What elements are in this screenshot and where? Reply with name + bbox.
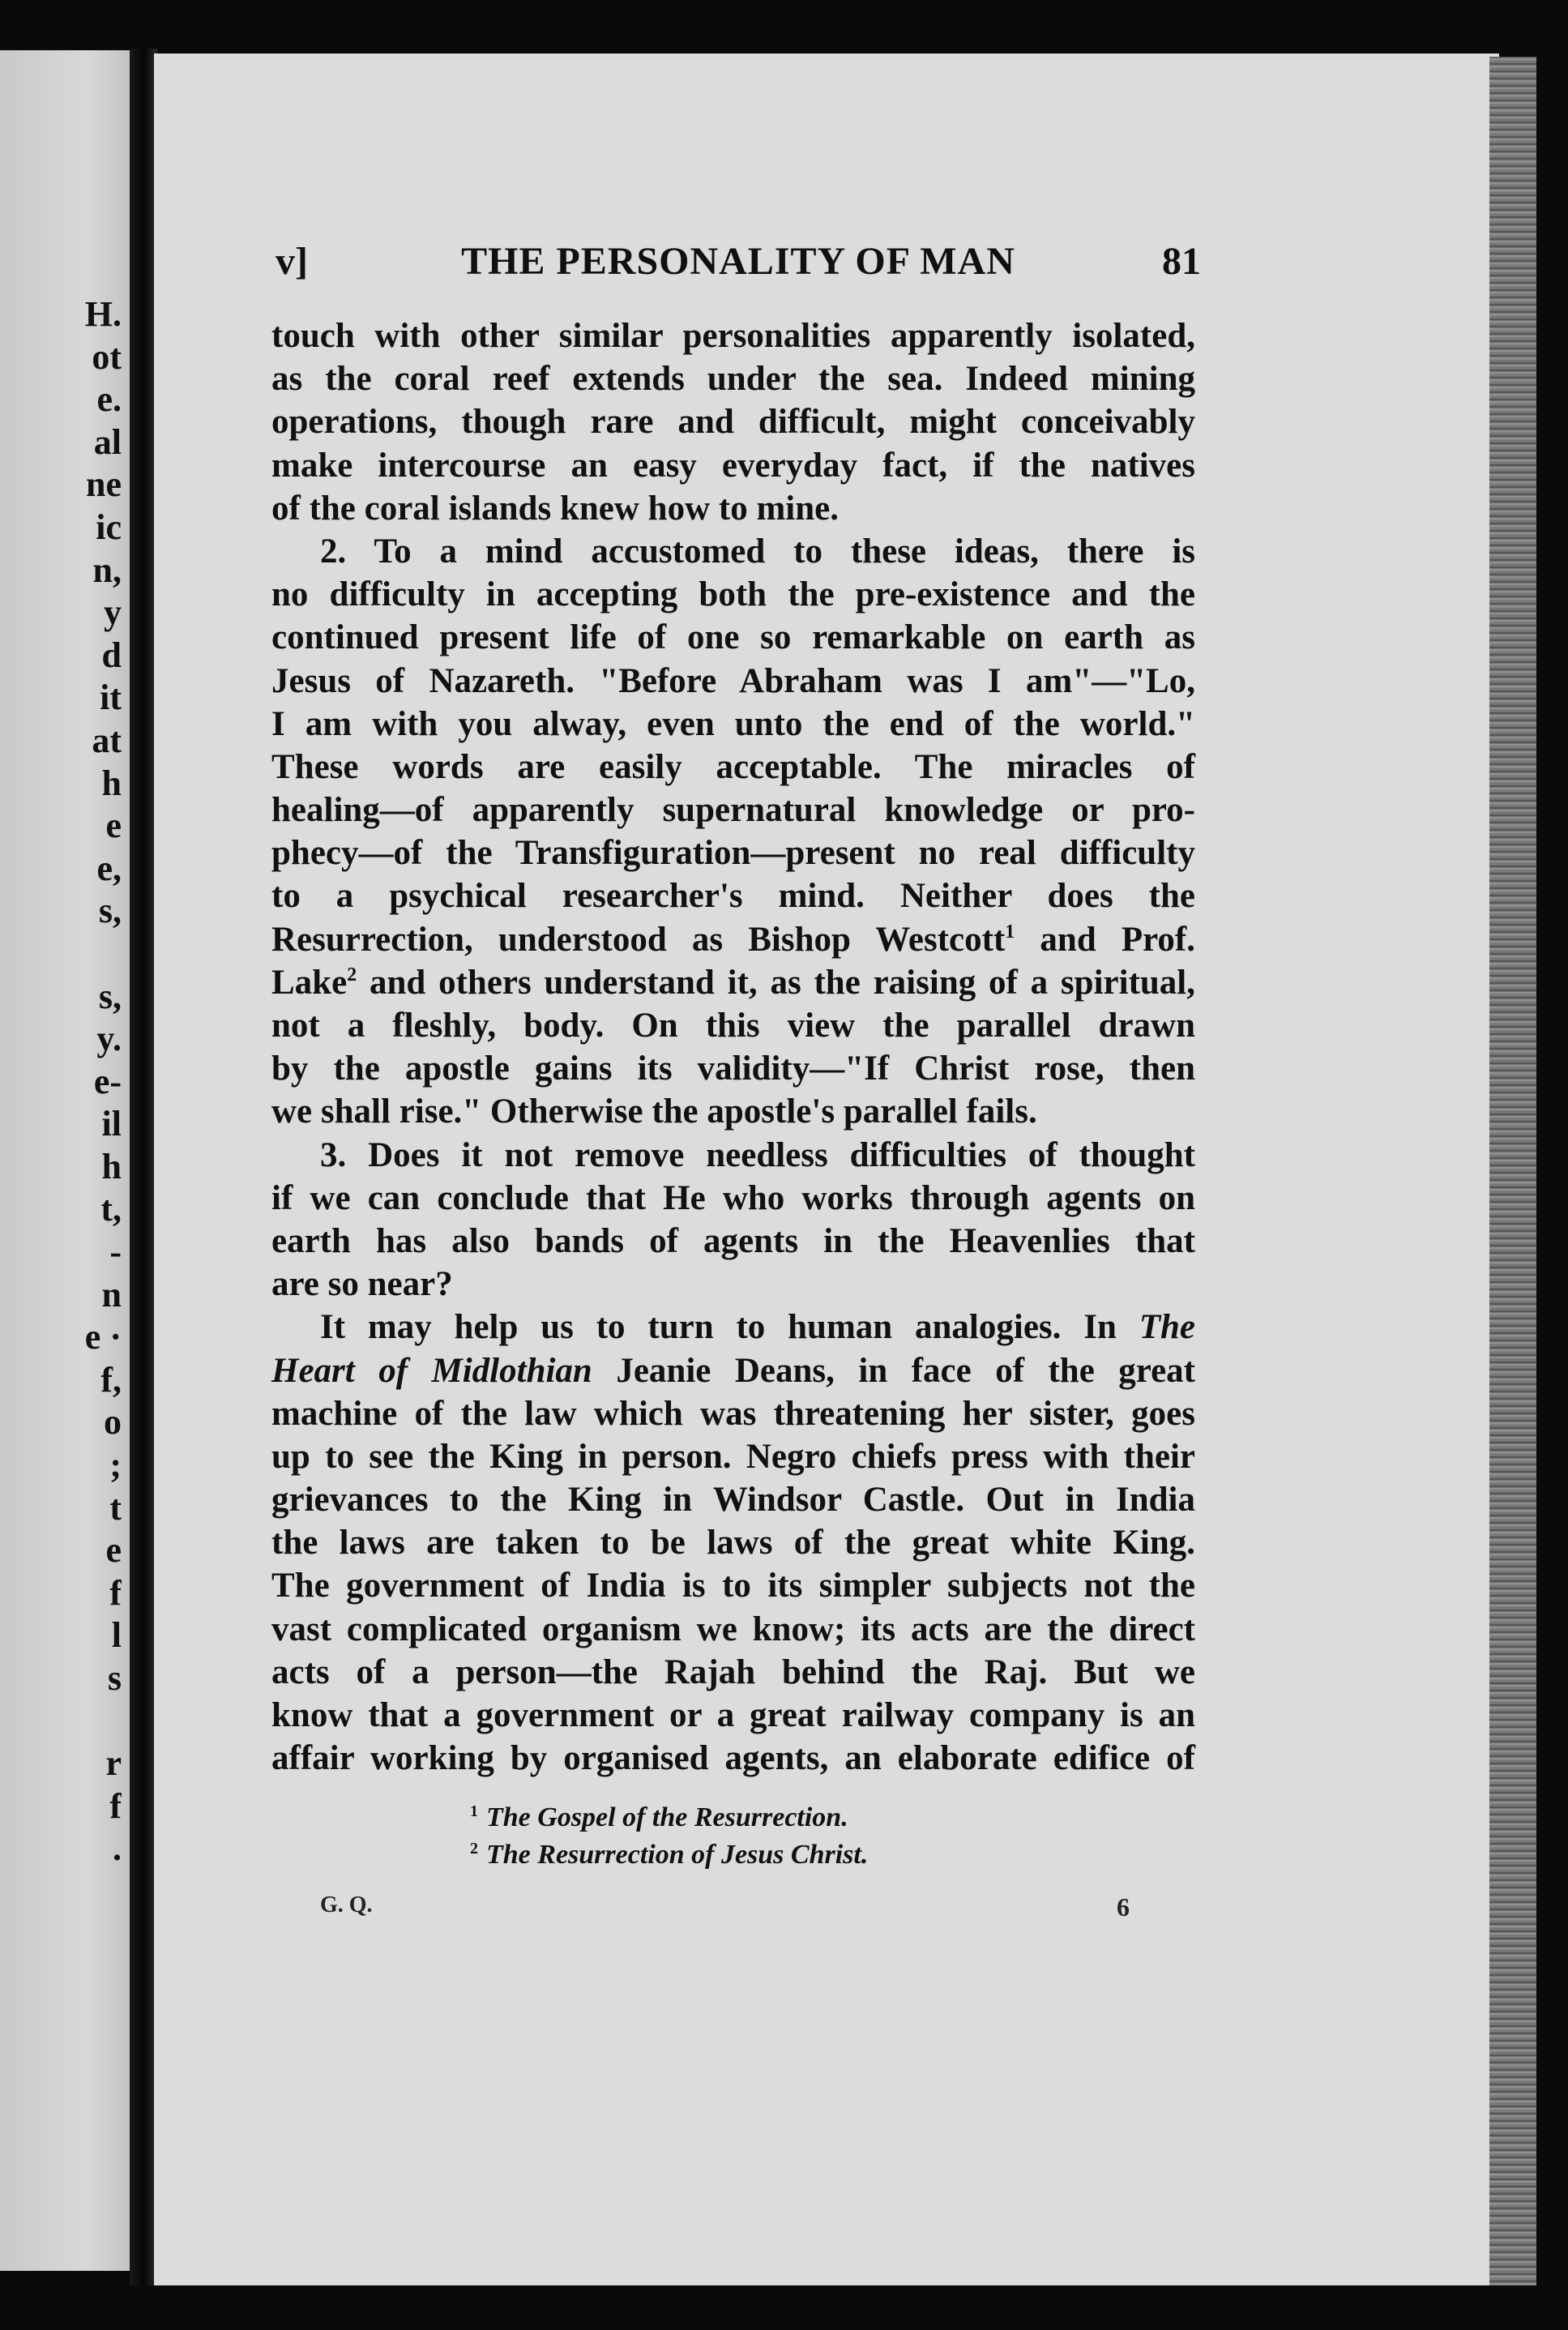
- text-line: grievances to the King in Windsor Castle. Out in India: [271, 1481, 1195, 1520]
- left-page-fragment: ne: [86, 464, 122, 505]
- footnote-mark: 1: [470, 1802, 478, 1820]
- text-fragment: and others understand it, as the raising of a spiritual,: [369, 963, 1195, 1002]
- left-page-fragment: il: [101, 1104, 122, 1144]
- left-page-fragment: r: [105, 1743, 122, 1784]
- left-page-fragment: ic: [96, 507, 122, 547]
- text-line: acts of a person—the Rajah behind the Raj. But we: [271, 1652, 1195, 1691]
- left-page-fragment: ot: [92, 336, 122, 377]
- text-line: know that a government or a great railway company is an: [271, 1696, 1195, 1734]
- book-gutter: [130, 49, 157, 2298]
- text-line: up to see the King in person. Negro chiefs press with their: [271, 1437, 1195, 1476]
- footnote-mark: 2: [470, 1840, 478, 1858]
- footnote-ref-2: 2: [347, 964, 357, 985]
- left-page-fragment: e.: [96, 379, 122, 420]
- left-facing-page: [0, 50, 144, 2271]
- left-page-fragment: t,: [100, 1189, 122, 1229]
- footnote-text: The Resurrection of Jesus Christ.: [486, 1840, 869, 1870]
- text-line: of the coral islands knew how to mine.: [271, 489, 839, 528]
- text-line: earth has also bands of agents in the Heavenlies that: [271, 1221, 1195, 1260]
- text-line: [271, 1349, 1195, 1392]
- running-title: THE PERSONALITY OF MAN: [461, 240, 1015, 283]
- left-page-fragment: f: [109, 1572, 122, 1613]
- left-page-fragment: n: [101, 1274, 122, 1315]
- text-fragment: It may help us to turn to human analogies. In: [320, 1308, 1117, 1347]
- left-page-fragment: h: [101, 1146, 122, 1186]
- left-page-fragment: f: [109, 1785, 122, 1826]
- left-page-fragment: h: [101, 763, 122, 803]
- footnote-2: [470, 1836, 1199, 1874]
- text-line: continued present life of one so remarkable on earth as: [271, 618, 1195, 657]
- left-page-fragment: at: [92, 720, 122, 760]
- text-line: [271, 1306, 1195, 1349]
- text-line: [271, 918, 1195, 961]
- left-page-edge-text: [0, 293, 122, 1870]
- text-line: the laws are taken to be laws of the great white King.: [271, 1524, 1195, 1563]
- left-page-fragment: t: [109, 1487, 122, 1528]
- left-page-fragment: al: [93, 421, 122, 462]
- text-line: vast complicated organism we know; its acts are the direct: [271, 1610, 1195, 1648]
- text-fragment: Jeanie Deans, in face of the great: [616, 1351, 1196, 1390]
- text-line: [271, 961, 1195, 1004]
- text-line: 3. Does it not remove needless difficulties of thought: [320, 1135, 1195, 1174]
- left-page-fragment: e ·: [84, 1317, 122, 1357]
- left-page-fragment: [0, 933, 122, 976]
- left-page-fragment: -: [109, 1232, 122, 1272]
- scan-bottom-border: [122, 2285, 1548, 2330]
- left-page-fragment: y.: [96, 1019, 122, 1059]
- text-fragment: Resurrection, understood as Bishop Westcott: [271, 920, 1006, 959]
- footnote-text: The Gospel of the Resurrection.: [486, 1802, 848, 1832]
- left-page-fragment: n,: [92, 549, 122, 590]
- left-page-fragment: it: [100, 678, 122, 718]
- text-line: phecy—of the Transfiguration—present no real difficulty: [271, 834, 1195, 873]
- text-line: healing—of apparently supernatural knowledge or pro-: [271, 791, 1195, 830]
- text-line: we shall rise." Otherwise the apostle's parallel fails.: [271, 1092, 1037, 1131]
- text-line: The government of India is to its simpler subjects not the: [271, 1567, 1195, 1605]
- section-marker: v]: [276, 240, 308, 283]
- text-line: These words are easily acceptable. The miracles of: [271, 747, 1195, 786]
- running-header: [276, 239, 1201, 288]
- page-right-edge: [1489, 57, 1536, 2294]
- left-page-fragment: s: [107, 1658, 122, 1698]
- text-line: make intercourse an easy everyday fact, if the natives: [271, 446, 1195, 485]
- left-page-fragment: [0, 1700, 122, 1743]
- left-page-fragment: H.: [84, 294, 122, 334]
- left-page-fragment: d: [101, 635, 122, 675]
- left-page-fragment: y: [104, 592, 122, 633]
- text-line: by the apostle gains its validity—"If Christ rose, then: [271, 1050, 1195, 1088]
- footnote-ref-1: 1: [1005, 921, 1015, 943]
- text-line: machine of the law which was threatening her sister, goes: [271, 1394, 1195, 1433]
- left-page-fragment: ;: [109, 1445, 122, 1486]
- left-page-fragment: l: [111, 1615, 122, 1656]
- text-line: not a fleshly, body. On this view the parallel drawn: [271, 1007, 1195, 1045]
- left-page-fragment: e: [105, 806, 122, 846]
- footnote-1: [470, 1799, 1199, 1836]
- italic-title: Heart of Midlothian: [271, 1351, 592, 1390]
- left-page-fragment: e-: [93, 1061, 122, 1101]
- text-fragment: Lake: [271, 963, 348, 1002]
- sheet-number: 6: [1117, 1892, 1130, 1922]
- text-line: touch with other similar personalities apparently isolated,: [271, 317, 1195, 355]
- left-page-fragment: e: [105, 1530, 122, 1571]
- footnotes: [470, 1799, 1199, 1874]
- text-line: no difficulty in accepting both the pre-existence and the: [271, 575, 1195, 614]
- printer-signature: G. Q.: [320, 1892, 373, 1917]
- text-fragment: and Prof.: [1040, 920, 1195, 959]
- page-number: 81: [1162, 240, 1201, 283]
- left-page-fragment: s,: [98, 976, 122, 1016]
- left-page-fragment: s,: [98, 891, 122, 931]
- text-line: I am with you alway, even unto the end of the world.": [271, 704, 1195, 743]
- text-line: to a psychical researcher's mind. Neither does the: [271, 877, 1195, 916]
- text-line: operations, though rare and difficult, might conceivably: [271, 403, 1195, 442]
- text-line: Jesus of Nazareth. "Before Abraham was I am"—"Lo,: [271, 661, 1195, 700]
- text-line: are so near?: [271, 1265, 453, 1304]
- left-page-fragment: f,: [100, 1359, 122, 1400]
- text-line: 2. To a mind accustomed to these ideas, there is: [320, 532, 1195, 571]
- text-line: affair working by organised agents, an elaborate edifice of: [271, 1739, 1195, 1778]
- left-page-fragment: .: [113, 1828, 122, 1869]
- italic-title: The: [1139, 1308, 1196, 1347]
- body-text: [271, 314, 1195, 1780]
- left-page-fragment: e,: [96, 848, 122, 888]
- text-line: if we can conclude that He who works through agents on: [271, 1178, 1195, 1217]
- left-page-fragment: o: [104, 1402, 122, 1443]
- text-line: as the coral reef extends under the sea. Indeed mining: [271, 360, 1195, 399]
